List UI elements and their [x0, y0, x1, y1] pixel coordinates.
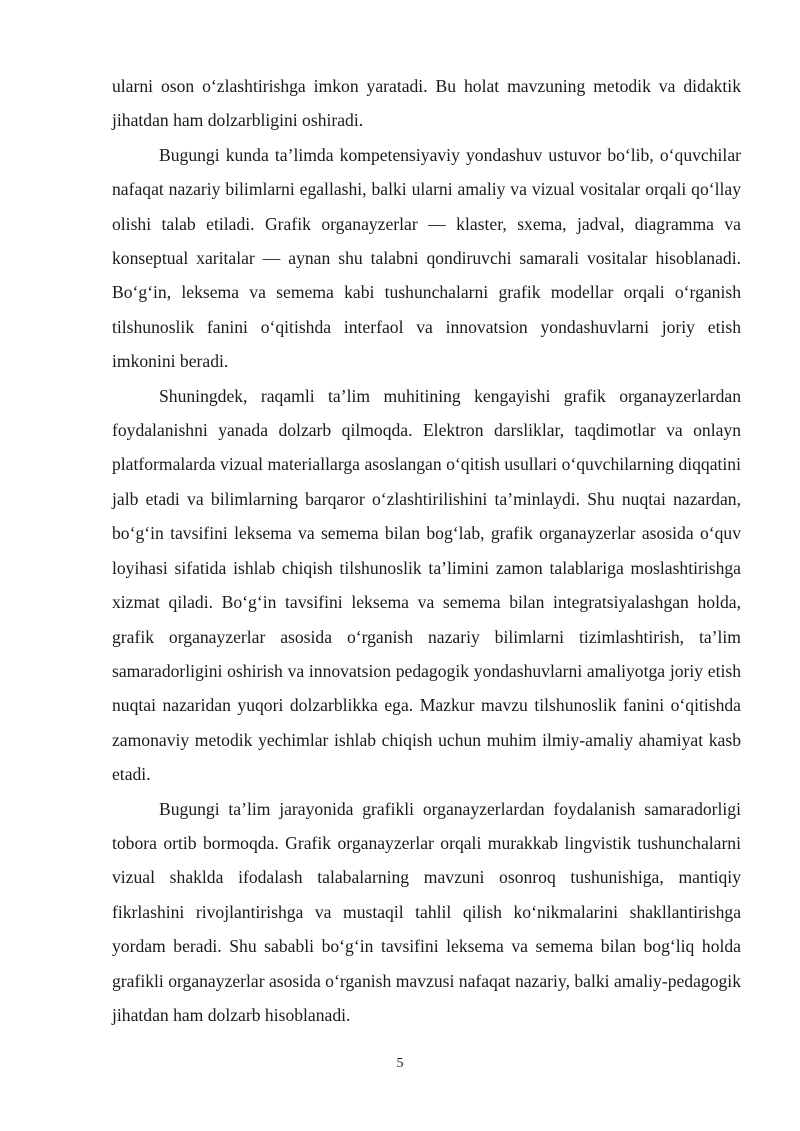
- paragraph-competency: Bugungi kunda ta’limda kompetensiyaviy yondashuv ustuvor bo‘lib, o‘quvchilar nafaqat nazariy bilimlarni egallashi, balki ularni amaliy va vizual vositalar orqali qo‘llay olishi talab etiladi. Grafik organayzerlar — klaster, sxema, jadval, diagramma va konseptual xaritalar — aynan shu talabni qondiruvchi samarali vositalar hisoblanadi. Bo‘g‘in, leksema va semema kabi tushunchalarni grafik modellar orqali o‘rganish tilshunoslik fanini o‘qitishda interfaol va innovatsion yondashuvlarni joriy etish imkonini beradi.: [112, 144, 741, 372]
- page-number: 5: [396, 1056, 404, 1071]
- body-text: [112, 69, 741, 1032]
- paragraph-digital-learning: Shuningdek, raqamli ta’lim muhitining kengayishi grafik organayzerlardan foydalanishni yanada dolzarb qilmoqda. Elektron darsliklar, taqdimotlar va onlayn platformalarda vizual materiallarga asoslangan o‘qitish usullari o‘quvchilarning diqqatini jalb etadi va bilimlarning barqaror o‘zlashtirilishini ta’minlaydi. Shu nuqtai nazardan, bo‘g‘in tavsifini leksema va semema bilan bog‘lab, grafik organayzerlar asosida o‘quv loyihasi sifatida ishlab chiqish tilshunoslik ta’limini zamon talablariga moslashtirishga xizmat qiladi. Bo‘g‘in tavsifini leksema va semema bilan integratsiyalashgan holda, grafik organayzerlar asosida o‘rganish nazariy bilimlarni tizimlashtirish, ta’lim samaradorligini oshirish va innovatsion pedagogik yondashuvlarni amaliyotga joriy etish nuqtai nazaridan yuqori dolzarblikka ega. Mazkur mavzu tilshunoslik fanini o‘qitishda zamonaviy metodik yechimlar ishlab chiqish uchun muhim ilmiy-amaliy ahamiyat kasb etadi.: [112, 385, 741, 785]
- paragraph-continuation: ularni oson o‘zlashtirishga imkon yaratadi. Bu holat mavzuning metodik va didaktik jihatdan ham dolzarbligini oshiradi.: [112, 76, 741, 131]
- paragraph-graphic-organizers: Bugungi ta’lim jarayonida grafikli organayzerlardan foydalanish samaradorligi tobora ortib bormoqda. Grafik organayzerlar orqali murakkab lingvistik tushunchalarni vizual shaklda ifodalash talabalarning mavzuni osonroq tushunishiga, mantiqiy fikrlashini rivojlantirishga va mustaqil tahlil qilish ko‘nikmalarini shakllantirishga yordam beradi. Shu sababli bo‘g‘in tavsifini leksema va semema bilan bog‘liq holda grafikli organayzerlar asosida o‘rganish mavzusi nafaqat nazariy, balki amaliy-pedagogik jihatdan ham dolzarb hisoblanadi.: [112, 798, 741, 1025]
